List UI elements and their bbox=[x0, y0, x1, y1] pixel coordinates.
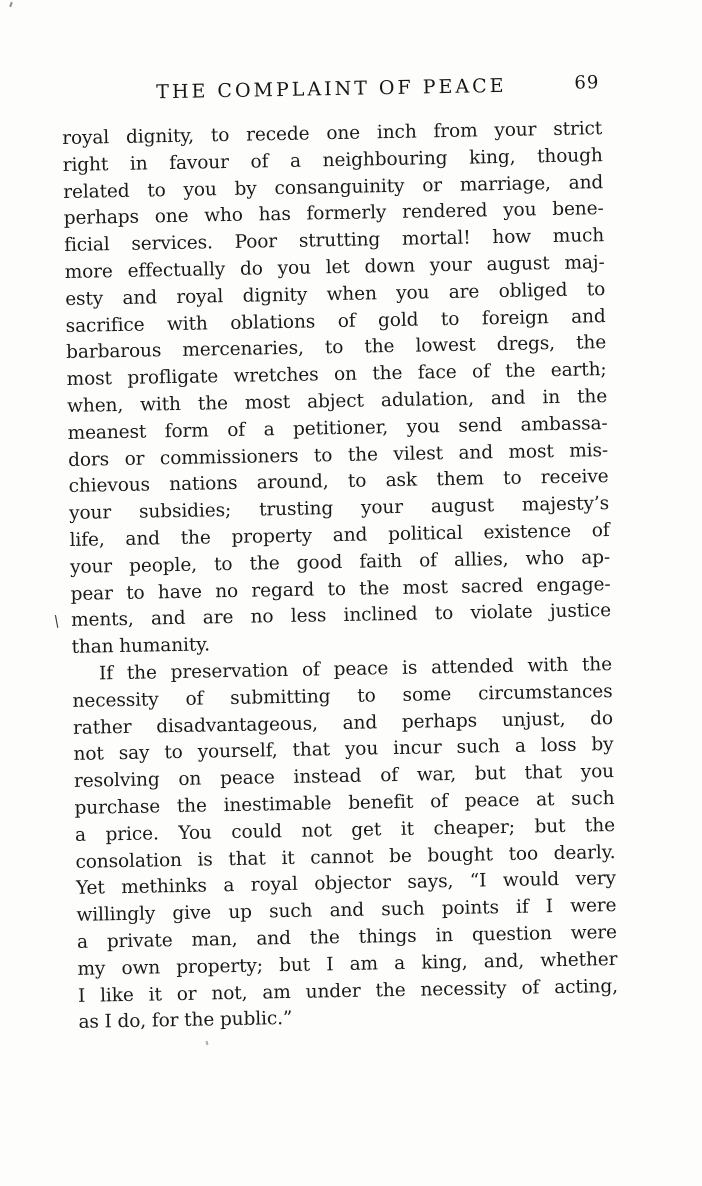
scan-speck-bottom-icon bbox=[206, 1041, 209, 1045]
scan-speck-top-icon bbox=[9, 2, 13, 7]
text-line: ficial services. Poor strutting mortal! how much bbox=[64, 225, 605, 257]
text-line: willingly give up such and such points if I were bbox=[76, 895, 617, 926]
text-line: most profligate wretches on the face of the earth; bbox=[66, 359, 607, 391]
text-line: rather disadvantageous, and perhaps unjust, do bbox=[72, 707, 614, 739]
text-line: when, with the most abject adulation, and in the bbox=[66, 386, 608, 417]
page-content bbox=[53, 72, 619, 1037]
text-line: chievous nations around, to ask them to receive bbox=[68, 466, 609, 498]
text-line: as I do, for the public.” bbox=[78, 1008, 293, 1034]
text-line: related to you by consanguinity or marriage, and bbox=[63, 171, 604, 203]
paragraph bbox=[72, 652, 619, 1037]
text-line: Yet methinks a royal objector says, “I would very bbox=[75, 868, 617, 900]
text-line: your people, to the good faith of allies, who ap- bbox=[69, 546, 611, 578]
text-line: a private man, and the things in question were bbox=[76, 921, 618, 953]
text-line: If the preservation of peace is attended with the bbox=[98, 653, 613, 685]
text-line: more effectually do you let down your august maj- bbox=[64, 252, 605, 283]
text-line: perhaps one who has formerly rendered you bene- bbox=[63, 198, 604, 230]
text-line: than humanity. bbox=[71, 634, 211, 659]
page-number: 69 bbox=[574, 72, 600, 94]
text-line: consolation is that it cannot be bought too dearly. bbox=[75, 841, 616, 873]
running-header bbox=[61, 73, 601, 109]
text-line: life, and the property and political existence of bbox=[69, 520, 610, 551]
text-line: right in favour of a neighbouring king, though bbox=[62, 144, 603, 176]
text-line: your subsidies; trusting your august majesty’s bbox=[68, 493, 610, 525]
text-line: a price. You could not get it cheaper; but the bbox=[74, 814, 616, 846]
text-line: royal dignity, to recede one inch from your strict bbox=[62, 118, 603, 150]
text-line: pear to have no regard to the most sacred engage- bbox=[70, 573, 611, 605]
text-line: esty and royal dignity when you are obliged to bbox=[65, 278, 606, 310]
paragraph bbox=[62, 116, 612, 662]
text-line: I like it or not, am under the necessity of acting, bbox=[77, 975, 619, 1007]
text-line: purchase the inestimable benefit of peace at such bbox=[74, 787, 615, 819]
text-line: resolving on peace instead of war, but that you bbox=[73, 761, 615, 793]
text-line: my own property; but I am a king, and, whether bbox=[77, 948, 618, 980]
text-line: barbarous mercenaries, to the lowest dregs, the bbox=[66, 332, 607, 364]
margin-mark: \ bbox=[53, 611, 61, 631]
page-title: THE COMPLAINT OF PEACE bbox=[156, 74, 507, 104]
body-text bbox=[62, 116, 619, 1037]
text-line: meanest form of a petitioner, you send ambassa- bbox=[67, 412, 608, 444]
text-line: sacrifice with oblations of gold to foreign and bbox=[65, 305, 606, 337]
text-line: necessity of submitting to some circumstances bbox=[72, 680, 613, 712]
text-line: dors or commissioners to the vilest and most mis- bbox=[67, 439, 609, 471]
text-line: ments, and are no less inclined to violate justice bbox=[70, 600, 612, 632]
text-line: not say to yourself, that you incur such a loss by bbox=[73, 734, 614, 766]
